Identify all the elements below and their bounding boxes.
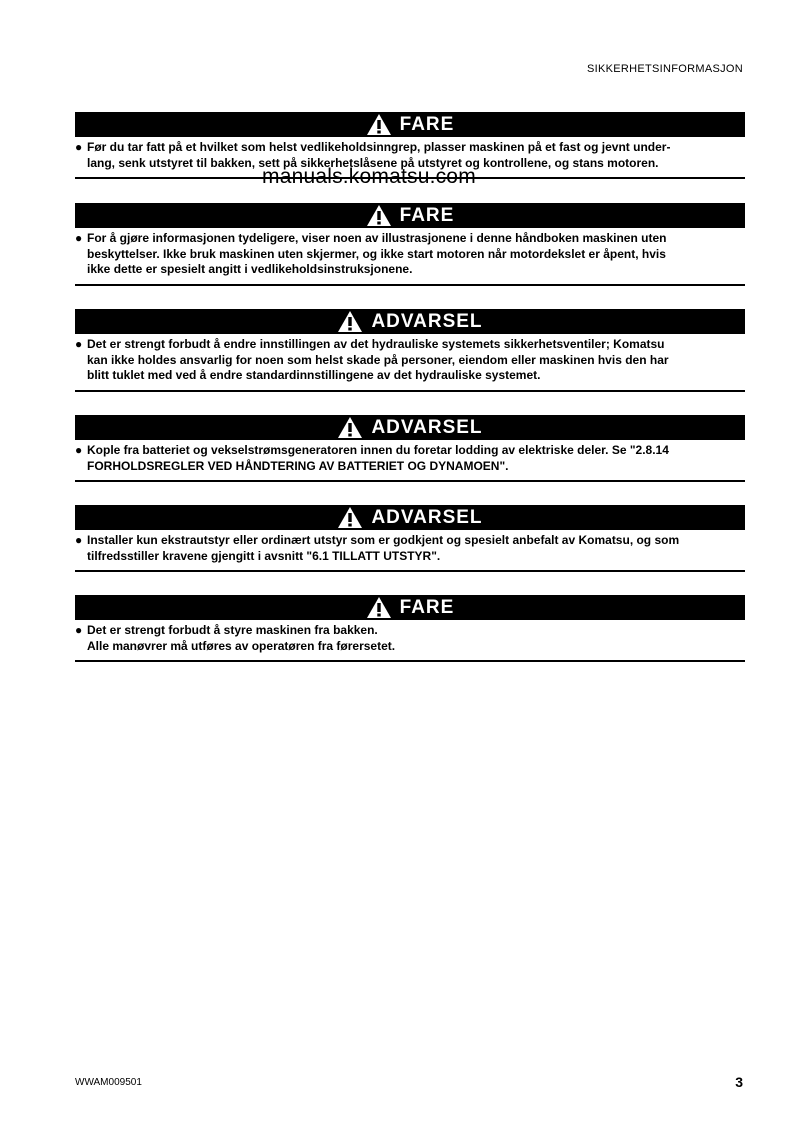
banner-label: ADVARSEL [371, 416, 483, 438]
banner-label: FARE [399, 596, 455, 618]
banner-label: FARE [399, 113, 455, 135]
warning-banner [75, 112, 745, 137]
watermark-text: manuals.komatsu.com [262, 165, 476, 188]
text-line: lang, senk utstyret til bakken, sett på sikkerhetslåsene på utstyret og kontrollene, og stans motoren. [87, 155, 659, 170]
bullet-icon: ● [75, 443, 83, 457]
text-line: Alle manøvrer må utføres av operatøren fra førersetet. [87, 638, 396, 653]
warning-banner [75, 309, 745, 334]
text-line: Før du tar fatt på et hvilket som helst vedlikeholdsinngrep, plasser maskinen på et fast og jevnt under- [87, 140, 671, 154]
safety-text [75, 334, 745, 392]
bullet-icon: ● [75, 231, 83, 245]
safety-block-warning-1 [75, 309, 745, 392]
warning-banner [75, 415, 745, 440]
warning-triangle-icon [337, 506, 363, 529]
text-line: blitt tuklet med ved å endre standardinnstillingene av det hydrauliske systemet. [87, 368, 541, 383]
safety-block-warning-2 [75, 415, 745, 482]
warning-banner [75, 505, 745, 530]
bullet-icon: ● [75, 140, 83, 154]
safety-text [75, 440, 745, 482]
text-line: Det er strengt forbudt å styre maskinen fra bakken. [87, 623, 378, 637]
text-line: For å gjøre informasjonen tydeligere, viser noen av illustrasjonene i denne håndboken maskinen uten [87, 231, 667, 245]
text-line: beskyttelser. Ikke bruk maskinen uten skjermer, og ikke start motoren når motordekslet er åpent, hvis [87, 246, 666, 261]
warning-triangle-icon [337, 310, 363, 333]
page-header-title: SIKKERHETSINFORMASJON [586, 63, 743, 75]
warning-triangle-icon [337, 416, 363, 439]
safety-block-warning-3 [75, 505, 745, 572]
text-line: Installer kun ekstrautstyr eller ordinært utstyr som er godkjent og spesielt anbefalt av Komatsu, og som [87, 533, 680, 547]
safety-text [75, 530, 745, 572]
safety-block-danger-3 [75, 595, 745, 662]
safety-text [75, 620, 745, 662]
banner-label: FARE [399, 204, 455, 226]
banner-label: ADVARSEL [371, 506, 483, 528]
warning-triangle-icon [366, 596, 392, 619]
warning-banner [75, 595, 745, 620]
text-line: kan ikke holdes ansvarlig for noen som helst skade på personer, eiendom eller maskinen hvis den har [87, 352, 669, 367]
safety-block-danger-2 [75, 203, 745, 286]
text-line: tilfredsstiller kravene gjengitt i avsnitt "6.1 TILLATT UTSTYR". [87, 548, 441, 563]
text-line: Kople fra batteriet og vekselstrømsgeneratoren innen du foretar lodding av elektriske deler. Se "2.8.14 [87, 443, 669, 457]
bullet-icon: ● [75, 533, 83, 547]
warning-triangle-icon [366, 113, 392, 136]
safety-text [75, 228, 745, 286]
banner-label: ADVARSEL [371, 310, 483, 332]
warning-triangle-icon [366, 204, 392, 227]
warning-banner [75, 203, 745, 228]
bullet-icon: ● [75, 337, 83, 351]
text-line: ikke dette er spesielt angitt i vedlikeholdsinstruksjonene. [87, 262, 413, 277]
document-code: WWAM009501 [75, 1077, 142, 1088]
text-line: Det er strengt forbudt å endre innstillingen av det hydrauliske systemets sikkerhetsventiler; Komatsu [87, 337, 665, 351]
bullet-icon: ● [75, 623, 83, 637]
text-line: FORHOLDSREGLER VED HÅNDTERING AV BATTERIET OG DYNAMOEN". [87, 458, 509, 473]
page-number: 3 [735, 1074, 743, 1090]
